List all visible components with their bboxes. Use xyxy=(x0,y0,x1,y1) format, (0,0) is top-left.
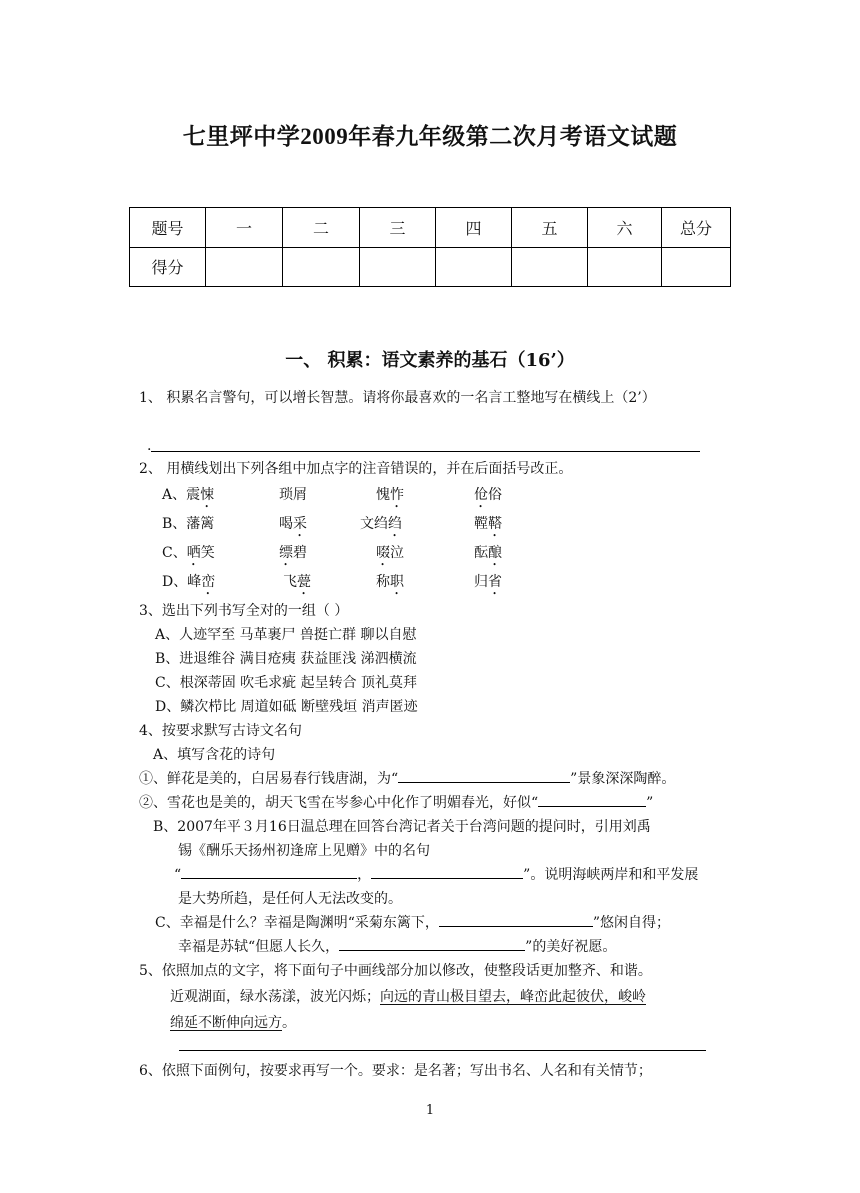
word: 喝采 xyxy=(279,516,307,532)
question-5: 5、依照加点的文字，将下面句子中画线部分加以修改，使整段话更加整齐、和谐。 xyxy=(139,963,652,979)
dotted-char: 悚 xyxy=(200,487,215,503)
fill-blank[interactable] xyxy=(398,768,570,783)
score-input-cell[interactable] xyxy=(436,247,512,287)
option-row: B、藩篱 xyxy=(162,516,215,532)
word: 飞甍 xyxy=(283,574,311,590)
table-cell: 得分 xyxy=(130,247,206,287)
section-title: 一、 积累：语文素养的基石（16’） xyxy=(285,350,575,371)
fill-blank[interactable] xyxy=(181,864,357,879)
fill-blank[interactable] xyxy=(439,912,593,927)
table-cell: 一 xyxy=(206,208,283,248)
answer-line[interactable] xyxy=(151,451,700,452)
question-6: 6、依照下面例句，按要求再写一个。要求：是名著；写出书名、人名和有关情节； xyxy=(139,1063,652,1079)
question-3: 3、选出下列书写全对的一组（ ） xyxy=(139,603,349,619)
option-b: B、进退维谷 满目疮痍 获益匪浅 涕泗横流 xyxy=(155,651,417,667)
question-2: 2、 用横线划出下列各组中加点字的注音错误的，并在后面括号改正。 xyxy=(139,461,573,477)
question-4b-line1: B、2007年平３月16日温总理在回答台湾记者关于台湾问题的提问时，引用刘禹 xyxy=(153,819,651,835)
option-c: C、根深蒂固 吹毛求疵 起呈转合 顶礼莫拜 xyxy=(155,675,418,691)
table-cell: 六 xyxy=(588,208,662,248)
table-cell: 四 xyxy=(436,208,512,248)
question-4b-line2: 锡《酬乐天扬州初逢席上见赠》中的名句 xyxy=(178,843,430,859)
fill-blank[interactable] xyxy=(538,792,646,807)
question-4c-line2: 幸福是苏轼“但愿人长久， ”的美好祝愿。 xyxy=(178,936,616,956)
question-4a-1: ①、鲜花是美的，白居易春行钱唐湖，为“ ”景象深深陶醉。 xyxy=(139,768,675,788)
option-d: D、鳞次栉比 周道如砥 断壁残垣 消声匿迹 xyxy=(155,699,418,715)
word: 鞺鞳 xyxy=(474,516,502,532)
word: 酝酿 xyxy=(474,545,502,561)
question-4a: A、填写含花的诗句 xyxy=(153,747,276,763)
score-table-header-row xyxy=(130,208,731,248)
underlined-text: 绵延不断伸向远方 xyxy=(170,1015,282,1031)
text: A、震 xyxy=(162,487,201,503)
page-number: 1 xyxy=(425,1103,435,1118)
question-1: 1、 积累名言警句，可以增长智慧。请将你最喜欢的一名言工整地写在横线上（2’） xyxy=(139,390,656,406)
word: 归省 xyxy=(474,574,502,590)
answer-line-dot: . xyxy=(147,438,152,454)
fill-blank[interactable] xyxy=(371,864,523,879)
score-input-cell[interactable] xyxy=(206,247,283,287)
answer-line[interactable] xyxy=(179,1050,706,1051)
score-input-cell[interactable] xyxy=(283,247,360,287)
question-4: 4、按要求默写古诗文名句 xyxy=(139,723,302,739)
score-input-cell[interactable] xyxy=(662,247,731,287)
table-cell: 五 xyxy=(512,208,588,248)
question-4b-line4: 是大势所趋，是任何人无法改变的。 xyxy=(178,891,402,907)
fill-blank[interactable] xyxy=(339,936,525,951)
question-5-passage-line2: 绵延不断伸向远方。 xyxy=(170,1015,296,1031)
underlined-text: 向远的青山极目望去，峰峦此起彼伏，峻岭 xyxy=(380,989,646,1005)
score-table-score-row xyxy=(130,247,731,287)
table-cell: 总分 xyxy=(662,208,731,248)
score-input-cell[interactable] xyxy=(588,247,662,287)
word: 文绉绉 xyxy=(360,516,402,532)
word: 缥碧 xyxy=(279,545,307,561)
score-table xyxy=(129,207,731,287)
table-cell: 题号 xyxy=(130,208,206,248)
table-cell: 二 xyxy=(283,208,360,248)
word: 伧俗 xyxy=(474,487,502,503)
word: 称职 xyxy=(376,574,404,590)
question-4b-line3: “ ， ”。说明海峡两岸和和平发展 xyxy=(174,864,698,884)
option-a: A、人迹罕至 马革裹尸 兽挺亡群 聊以自慰 xyxy=(155,627,417,643)
question-5-passage-line1: 近观湖面，绿水荡漾，波光闪烁；向远的青山极目望去，峰峦此起彼伏，峻岭 xyxy=(170,989,646,1005)
score-input-cell[interactable] xyxy=(360,247,436,287)
option-row: D、峰峦 xyxy=(162,574,216,590)
question-4c-line1: C、幸福是什么？幸福是陶渊明“采菊东篱下， ”悠闲自得； xyxy=(155,912,670,932)
table-cell: 三 xyxy=(360,208,436,248)
word: 愧怍 xyxy=(376,487,404,503)
option-row xyxy=(162,484,214,511)
option-row: C、哂笑 xyxy=(162,545,215,561)
word: 啜泣 xyxy=(376,545,404,561)
page-title: 七里坪中学2009年春九年级第二次月考语文试题 xyxy=(182,124,678,149)
word: 琐屑 xyxy=(279,487,307,503)
score-input-cell[interactable] xyxy=(512,247,588,287)
question-4a-2: ②、雪花也是美的，胡天飞雪在岑参心中化作了明媚春光，好似“ ” xyxy=(139,792,653,812)
